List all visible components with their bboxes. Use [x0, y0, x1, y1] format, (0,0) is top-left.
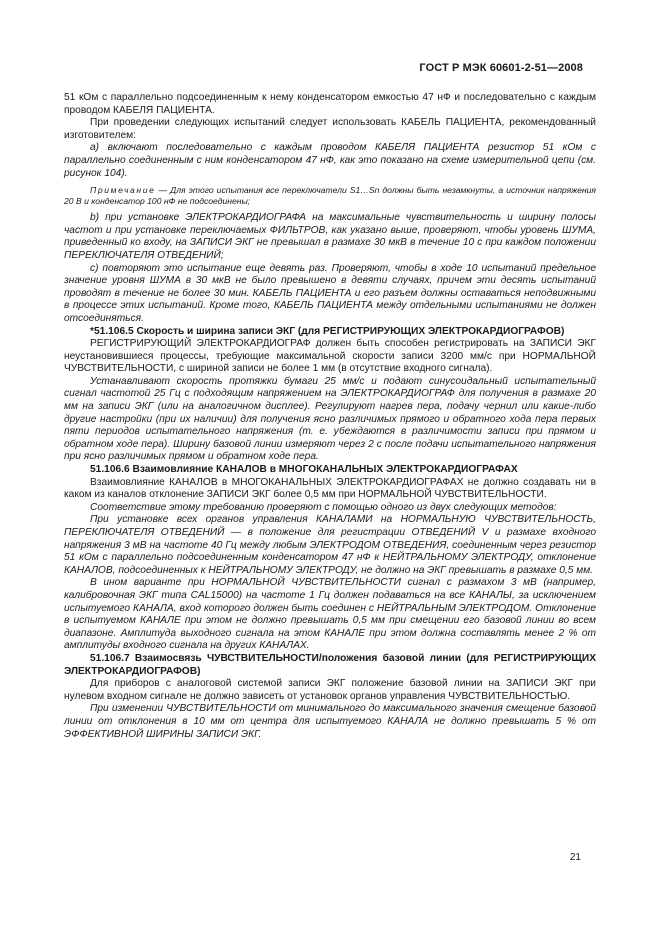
- paragraph: Взаимовлияние КАНАЛОВ в МНОГОКАНАЛЬНЫХ ЭЛЕКТРОКАРДИОГРАФАХ не должно создавать ни в каком из каналов отклонение ЗАПИСИ ЭКГ более 0,5 мм при НОРМАЛЬНОЙ ЧУВСТВИТЕЛЬНОСТИ.: [64, 476, 596, 501]
- paragraph: РЕГИСТРИРУЮЩИЙ ЭЛЕКТРОКАРДИОГРАФ должен быть способен регистрировать на ЗАПИСИ ЭКГ неустановившиеся процессы, требующие максимальной скорости записи 3200 мм/с при НОРМАЛЬНОЙ ЧУВСТВИТЕЛЬНОСТИ, с шириной записи не более 1 мм (в отсутствие входного сигнала).: [64, 338, 596, 375]
- paragraph: Устанавливают скорость протяжки бумаги 25 мм/с и подают синусоидальный испытательный сигнал частотой 25 Гц с подходящим напряжением на ЭЛЕКТРОКАРДИОГРАФ для получения в размахе 20 мм на записи ЭКГ (или на аналогичном дисплее). Регулируют нагрев пера, подачу чернил или какие-либо другие настройки (при их наличии) для получения ясно различимых прямого и обратного хода пера первых пяти периодов испытательного напряжения (т. е. убеждаются в различимости записи при прямом и обратном ходе пера). Ширину базовой линии измеряют через 2 с после подачи испытательного напряжения при ясно различимых прямом и обратном ходе пера.: [64, 375, 596, 463]
- note-label: Примечание: [90, 185, 156, 196]
- paragraph: В ином варианте при НОРМАЛЬНОЙ ЧУВСТВИТЕЛЬНОСТИ сигнал с размахом 3 мВ (например, калибровочная ЭКГ типа CAL15000) на частоте 1 Гц должен подаваться на все КАНАЛЫ, за исключением испытуемого КАНАЛА, вход которого должен быть соединен с НЕЙТРАЛЬНЫМ ЭЛЕКТРОДОМ. Отклонение в испытуемом КАНАЛЕ при этом не должно превышать 0,5 мм при смещении его базовой линии во всем диапазоне. Амплитуда выходного сигнала на этом КАНАЛЕ при этом должна составлять менее 2 % от амплитуды входного сигнала на других КАНАЛАХ.: [64, 577, 596, 652]
- document-body: [64, 92, 596, 741]
- standard-header: ГОСТ Р МЭК 60601-2-51—2008: [419, 62, 583, 74]
- paragraph: с) повторяют это испытание еще девять раз. Проверяют, чтобы в ходе 10 испытаний предельное значение уровня ШУМА в 30 мкВ не было превышено в девяти случаях, причем эти десять испытаний проводят в течение не более 30 мин. КАБЕЛЬ ПАЦИЕНТА и его разъем должны оставаться неподвижными в процессе этих испытаний. Кроме того, КАБЕЛЬ ПАЦИЕНТА между отдельными испытаниями не должен отсоединяться.: [64, 262, 596, 324]
- paragraph: При изменении ЧУВСТВИТЕЛЬНОСТИ от минимального до максимального значения смещение базовой линии от отклонения в 10 мм от центра для испытуемого КАНАЛА не должно превышать 5 % от ЭФФЕКТИВНОЙ ШИРИНЫ ЗАПИСИ ЭКГ.: [64, 703, 596, 740]
- note-text: Для этого испытания все переключатели S1…Sn должны быть незамкнуты, а источник напряжения 20 В и конденсатор 100 нФ не подсоединены;: [64, 185, 596, 207]
- section-heading: 51.106.7 Взаимосвязь ЧУВСТВИТЕЛЬНОСТИ/положения базовой линии (для РЕГИСТРИРУЮЩИХ ЭЛЕКТРОКАРДИОГРАФОВ): [64, 652, 596, 677]
- paragraph: Для приборов с аналоговой системой записи ЭКГ положение базовой линии на ЗАПИСИ ЭКГ при нулевом входном сигнале не должно зависеть от установок органов управления ЧУВСТВИТЕЛЬНОСТЬЮ.: [64, 678, 596, 702]
- paragraph: При проведении следующих испытаний следует использовать КАБЕЛЬ ПАЦИЕНТА, рекомендованный изготовителем:: [64, 117, 596, 141]
- page-number: 21: [569, 852, 581, 863]
- section-heading: *51.106.5 Скорость и ширина записи ЭКГ (для РЕГИСТРИРУЮЩИХ ЭЛЕКТРОКАРДИОГРАФОВ): [90, 325, 565, 337]
- paragraph: 51 кОм с параллельно подсоединенным к нему конденсатором емкостью 47 нФ и последовательно с каждым проводом КАБЕЛЯ ПАЦИЕНТА.: [64, 92, 596, 116]
- paragraph: b) при установке ЭЛЕКТРОКАРДИОГРАФА на максимальные чувствительность и ширину полосы частот и при установке переключаемых ФИЛЬТРОВ, как указано выше, проверяют, чтобы уровень ШУМА, приведенный ко входу, на ЗАПИСИ ЭКГ не превышал в размахе 30 мкВ в течение 10 с при каждом положении ПЕРЕКЛЮЧАТЕЛЯ ОТВЕДЕНИЙ;: [64, 212, 596, 261]
- paragraph: Соответствие этому требованию проверяют с помощью одного из двух следующих методов:: [90, 501, 557, 513]
- note: Примечание — Для этого испытания все переключатели S1…Sn должны быть незамкнуты, а источник напряжения 20 В и конденсатор 100 нФ не подсоединены;: [64, 185, 596, 207]
- paragraph: При установке всех органов управления КАНАЛАМИ на НОРМАЛЬНУЮ ЧУВСТВИТЕЛЬНОСТЬ, ПЕРЕКЛЮЧАТЕЛЯ ОТВЕДЕНИЙ — в положение для регистрации ОТВЕДЕНИЙ V и размахе входного напряжения 3 мВ на частоте 40 Гц между любым ЭЛЕКТРОДОМ ОТВЕДЕНИЯ, соединенным через резистор 51 кОм с параллельно подсоединенным конденсатором 47 нФ к НЕЙТРАЛЬНОМУ ЭЛЕКТРОДУ, отклонение КАНАЛОВ, подсоединенных к НЕЙТРАЛЬНОМУ ЭЛЕКТРОДУ, не должно на ЭКГ превышать в размахе 0,5 мм.: [64, 514, 596, 576]
- paragraph: а) включают последовательно с каждым проводом КАБЕЛЯ ПАЦИЕНТА резистор 51 кОм с параллельно соединенным с ним конденсатором 47 нФ, как это показано на схеме измерительной цепи (см. рисунок 104).: [64, 142, 596, 179]
- section-heading: 51.106.6 Взаимовлияние КАНАЛОВ в МНОГОКАНАЛЬНЫХ ЭЛЕКТРОКАРДИОГРАФАХ: [90, 464, 518, 476]
